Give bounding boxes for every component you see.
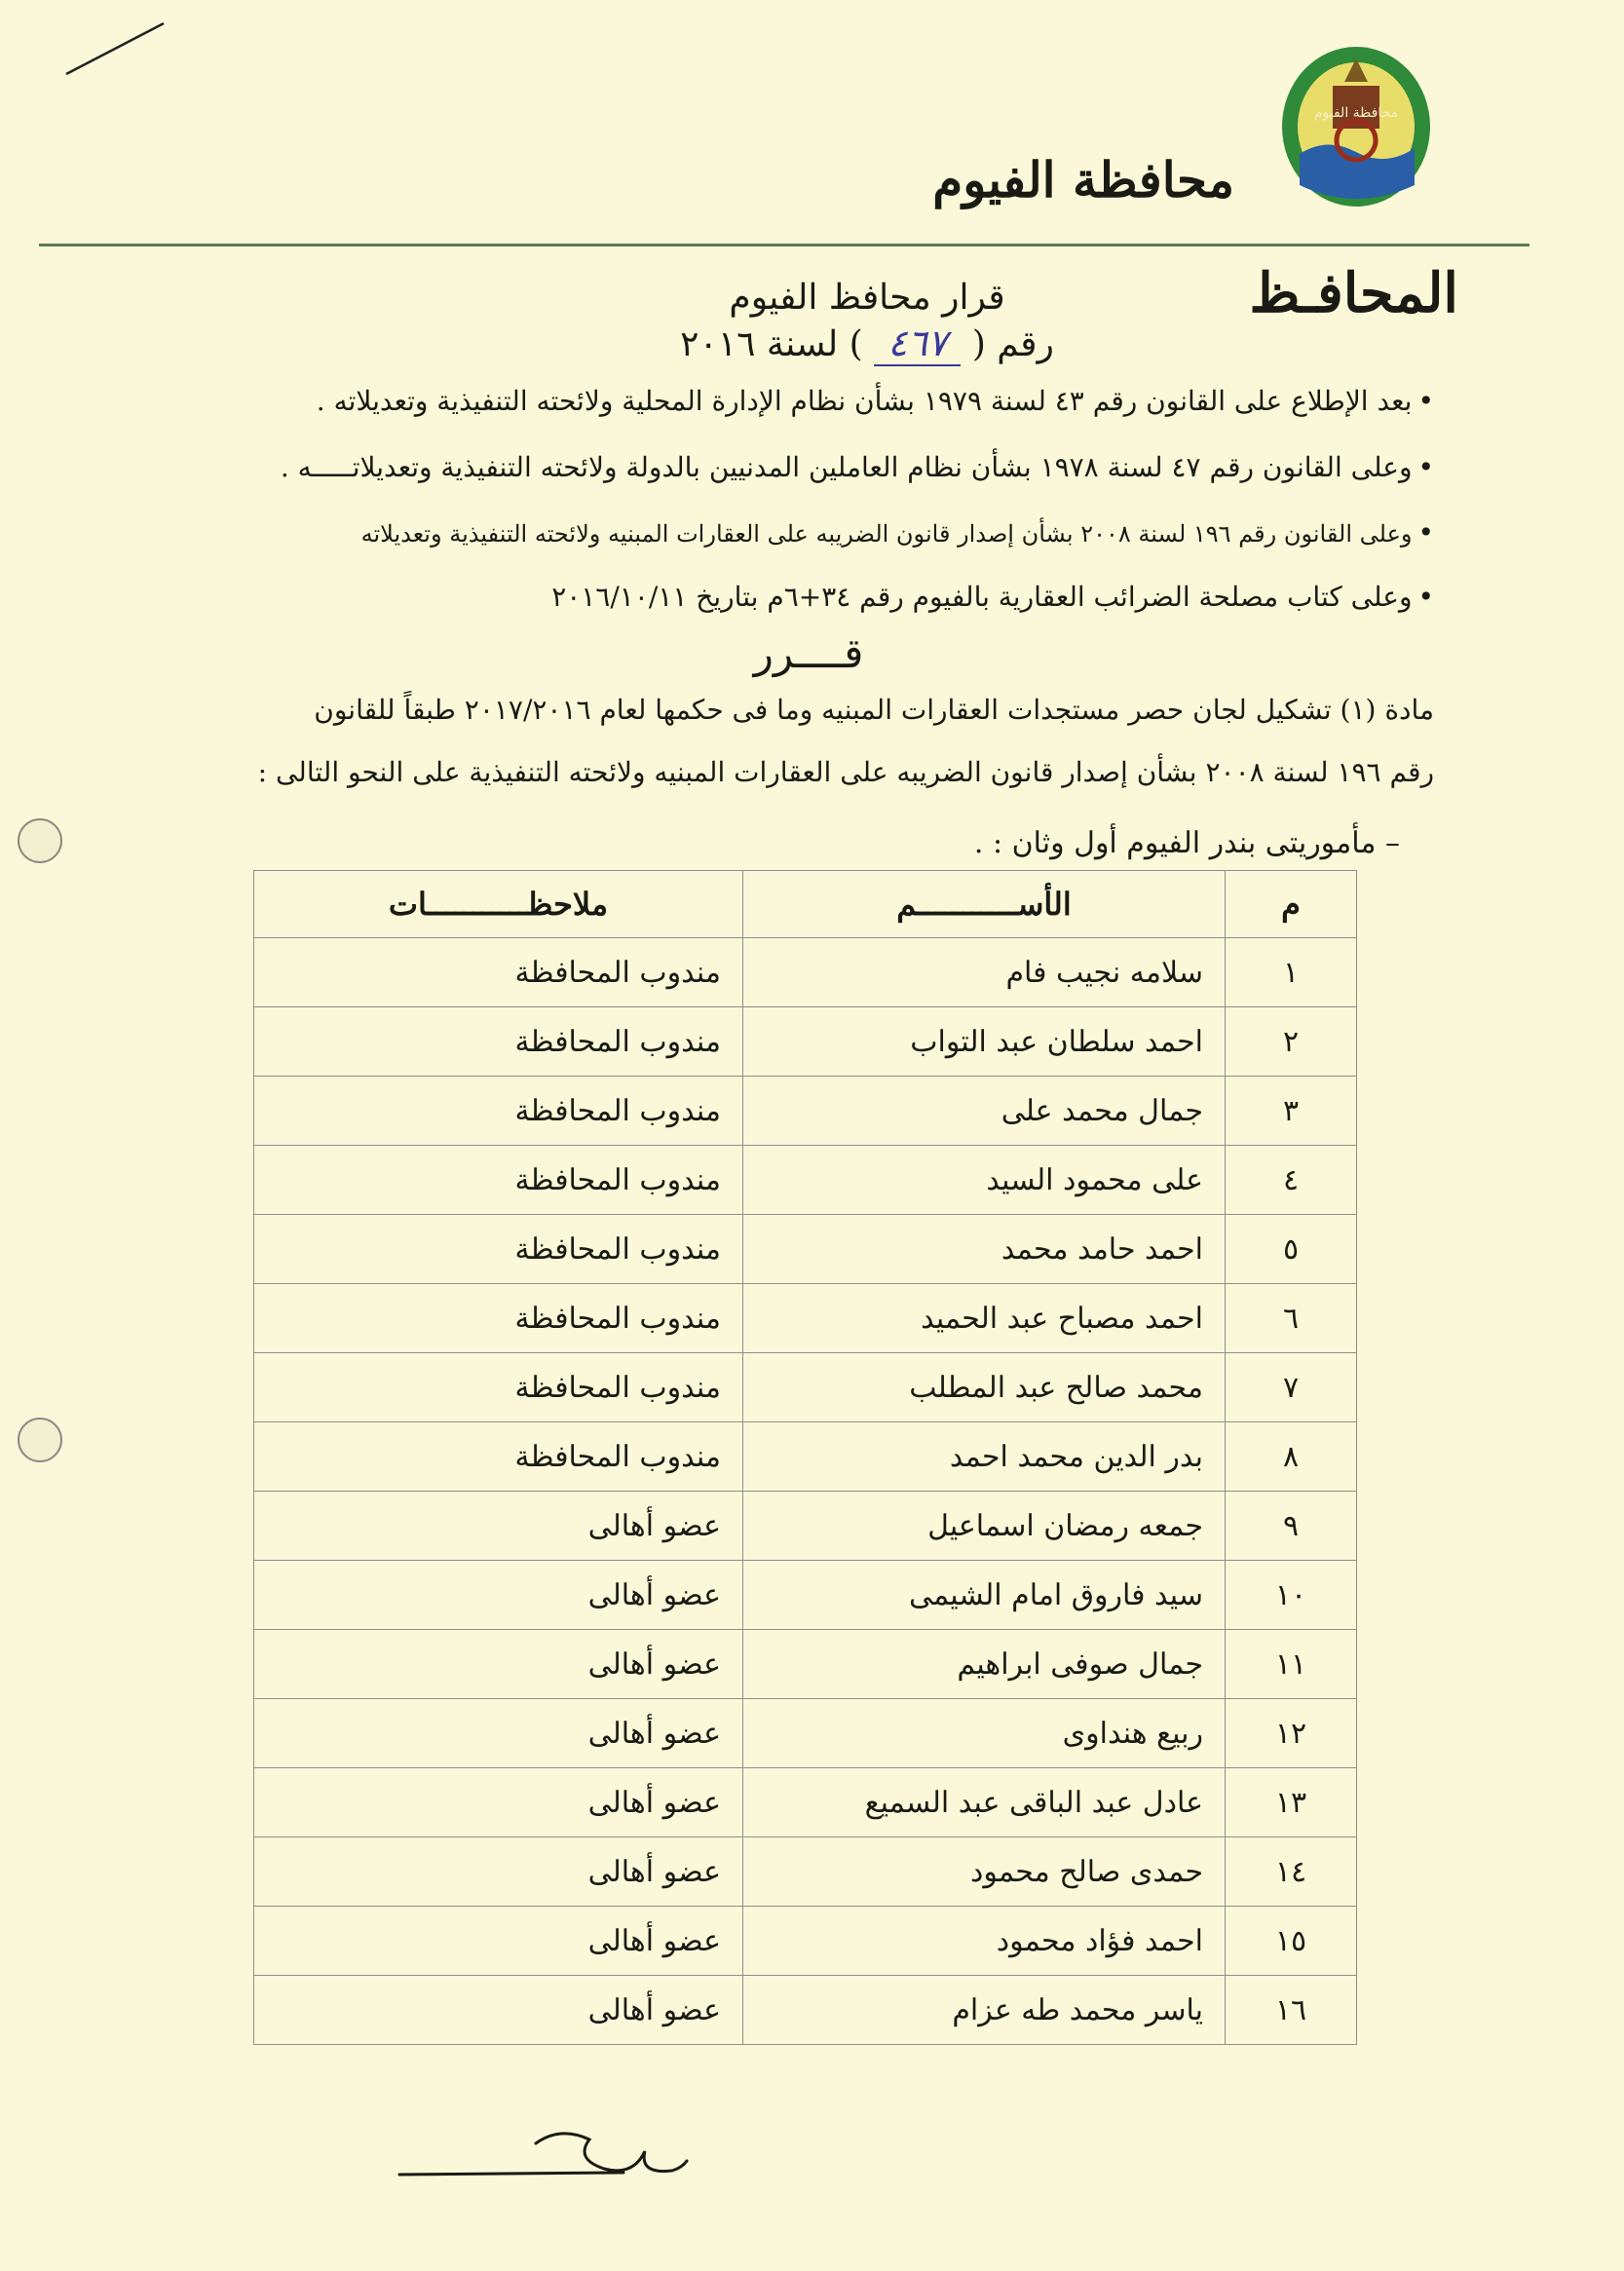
row-note: عضو أهالى [254, 1561, 743, 1630]
table-row [254, 1284, 1357, 1353]
row-name: جمال محمد على [743, 1077, 1226, 1146]
pen-mark [58, 19, 175, 78]
header-number: م [1226, 871, 1357, 938]
row-name: على محمود السيد [743, 1146, 1226, 1215]
row-name: سلامه نجيب فام [743, 938, 1226, 1007]
row-number: ٢ [1226, 1007, 1357, 1077]
row-name: محمد صالح عبد المطلب [743, 1353, 1226, 1422]
header-name: الأســـــــــــم [743, 871, 1226, 938]
decision-title: قرار محافظ الفيوم [729, 278, 1005, 318]
table-row [254, 1699, 1357, 1768]
table-row [254, 1976, 1357, 2045]
table-header-row [254, 871, 1357, 938]
row-note: عضو أهالى [254, 1630, 743, 1699]
row-note: عضو أهالى [254, 1837, 743, 1907]
table-row [254, 1007, 1357, 1077]
table-row [254, 1492, 1357, 1561]
decision-number [575, 322, 1159, 364]
table-row [254, 1077, 1357, 1146]
preamble-line: •وعلى كتاب مصلحة الضرائب العقارية بالفيوم رقم ٣٤+٦م بتاريخ ٢٠١٦/١٠/١١ [551, 581, 1434, 613]
row-note: مندوب المحافظة [254, 1146, 743, 1215]
decided-heading: قــــرر [753, 629, 864, 677]
row-note: مندوب المحافظة [254, 1215, 743, 1284]
header-notes: ملاحظـــــــــــات [254, 871, 743, 938]
table-row [254, 1768, 1357, 1837]
row-note: مندوب المحافظة [254, 1007, 743, 1077]
row-name: عادل عبد الباقى عبد السميع [743, 1768, 1226, 1837]
row-number: ٧ [1226, 1353, 1357, 1422]
row-name: ياسر محمد طه عزام [743, 1976, 1226, 2045]
table-row [254, 1146, 1357, 1215]
row-name: سيد فاروق امام الشيمى [743, 1561, 1226, 1630]
table-row [254, 1422, 1357, 1492]
table-row [254, 1907, 1357, 1976]
row-name: ربيع هنداوى [743, 1699, 1226, 1768]
governorate-logo [1278, 39, 1434, 209]
district-heading: – مأموريتى بندر الفيوم أول وثان : . [973, 826, 1400, 860]
row-note: عضو أهالى [254, 1976, 743, 2045]
table-row [254, 1561, 1357, 1630]
row-number: ٩ [1226, 1492, 1357, 1561]
governorate-title: محافظة الفيوم [932, 151, 1234, 208]
row-name: بدر الدين محمد احمد [743, 1422, 1226, 1492]
committee-table [253, 870, 1357, 2045]
table-row [254, 1215, 1357, 1284]
row-note: مندوب المحافظة [254, 1422, 743, 1492]
row-number: ١٥ [1226, 1907, 1357, 1976]
row-name: جمعه رمضان اسماعيل [743, 1492, 1226, 1561]
row-name: احمد سلطان عبد التواب [743, 1007, 1226, 1077]
decision-number-prefix: رقم ( [971, 324, 1054, 364]
decision-number-suffix: ) لسنة ٢٠١٦ [680, 324, 863, 364]
row-number: ١٢ [1226, 1699, 1357, 1768]
row-name: احمد مصباح عبد الحميد [743, 1284, 1226, 1353]
article-line-1: مادة (١) تشكيل لجان حصر مستجدات العقارات المبنيه وما فى حكمها لعام ٢٠١٧/٢٠١٦ طبقاً للقانون [314, 694, 1434, 726]
row-name: احمد فؤاد محمود [743, 1907, 1226, 1976]
row-note: مندوب المحافظة [254, 1353, 743, 1422]
header-divider [39, 244, 1530, 246]
row-note: مندوب المحافظة [254, 1284, 743, 1353]
table-row [254, 1630, 1357, 1699]
row-note: عضو أهالى [254, 1907, 743, 1976]
row-number: ١١ [1226, 1630, 1357, 1699]
signature [390, 2114, 721, 2202]
row-number: ٨ [1226, 1422, 1357, 1492]
decision-number-handwritten: ٤٦٧ [874, 322, 961, 366]
row-number: ١٦ [1226, 1976, 1357, 2045]
row-name: احمد حامد محمد [743, 1215, 1226, 1284]
row-number: ٥ [1226, 1215, 1357, 1284]
row-number: ١٣ [1226, 1768, 1357, 1837]
row-note: عضو أهالى [254, 1492, 743, 1561]
row-note: مندوب المحافظة [254, 938, 743, 1007]
row-number: ٤ [1226, 1146, 1357, 1215]
logo-text: محافظة الفيوم [1313, 105, 1399, 121]
preamble-line: •بعد الإطلاع على القانون رقم ٤٣ لسنة ١٩٧٩ بشأن نظام الإدارة المحلية ولائحته التنفيذية وتعديلاته . [316, 385, 1434, 417]
row-name: حمدى صالح محمود [743, 1837, 1226, 1907]
row-number: ٦ [1226, 1284, 1357, 1353]
row-name: جمال صوفى ابراهيم [743, 1630, 1226, 1699]
preamble-line: •وعلى القانون رقم ٤٧ لسنة ١٩٧٨ بشأن نظام العاملين المدنيين بالدولة ولائحته التنفيذية وتعديلاتـــــه . [280, 451, 1434, 483]
row-note: عضو أهالى [254, 1699, 743, 1768]
table-row [254, 1837, 1357, 1907]
table-row [254, 938, 1357, 1007]
row-number: ٣ [1226, 1077, 1357, 1146]
punch-hole-bottom [18, 1418, 62, 1462]
governor-label: المحافـظ [1249, 261, 1458, 325]
row-number: ١٤ [1226, 1837, 1357, 1907]
row-number: ١٠ [1226, 1561, 1357, 1630]
article-line-2: رقم ١٩٦ لسنة ٢٠٠٨ بشأن إصدار قانون الضريبه على العقارات المبنيه ولائحته التنفيذية على النحو التالى : [257, 756, 1434, 788]
table-row [254, 1353, 1357, 1422]
row-note: مندوب المحافظة [254, 1077, 743, 1146]
preamble-line: •وعلى القانون رقم ١٩٦ لسنة ٢٠٠٨ بشأن إصدار قانون الضريبه على العقارات المبنيه ولائحته التنفيذية وتعديلاته [360, 516, 1434, 549]
punch-hole-top [18, 818, 62, 863]
row-note: عضو أهالى [254, 1768, 743, 1837]
row-number: ١ [1226, 938, 1357, 1007]
